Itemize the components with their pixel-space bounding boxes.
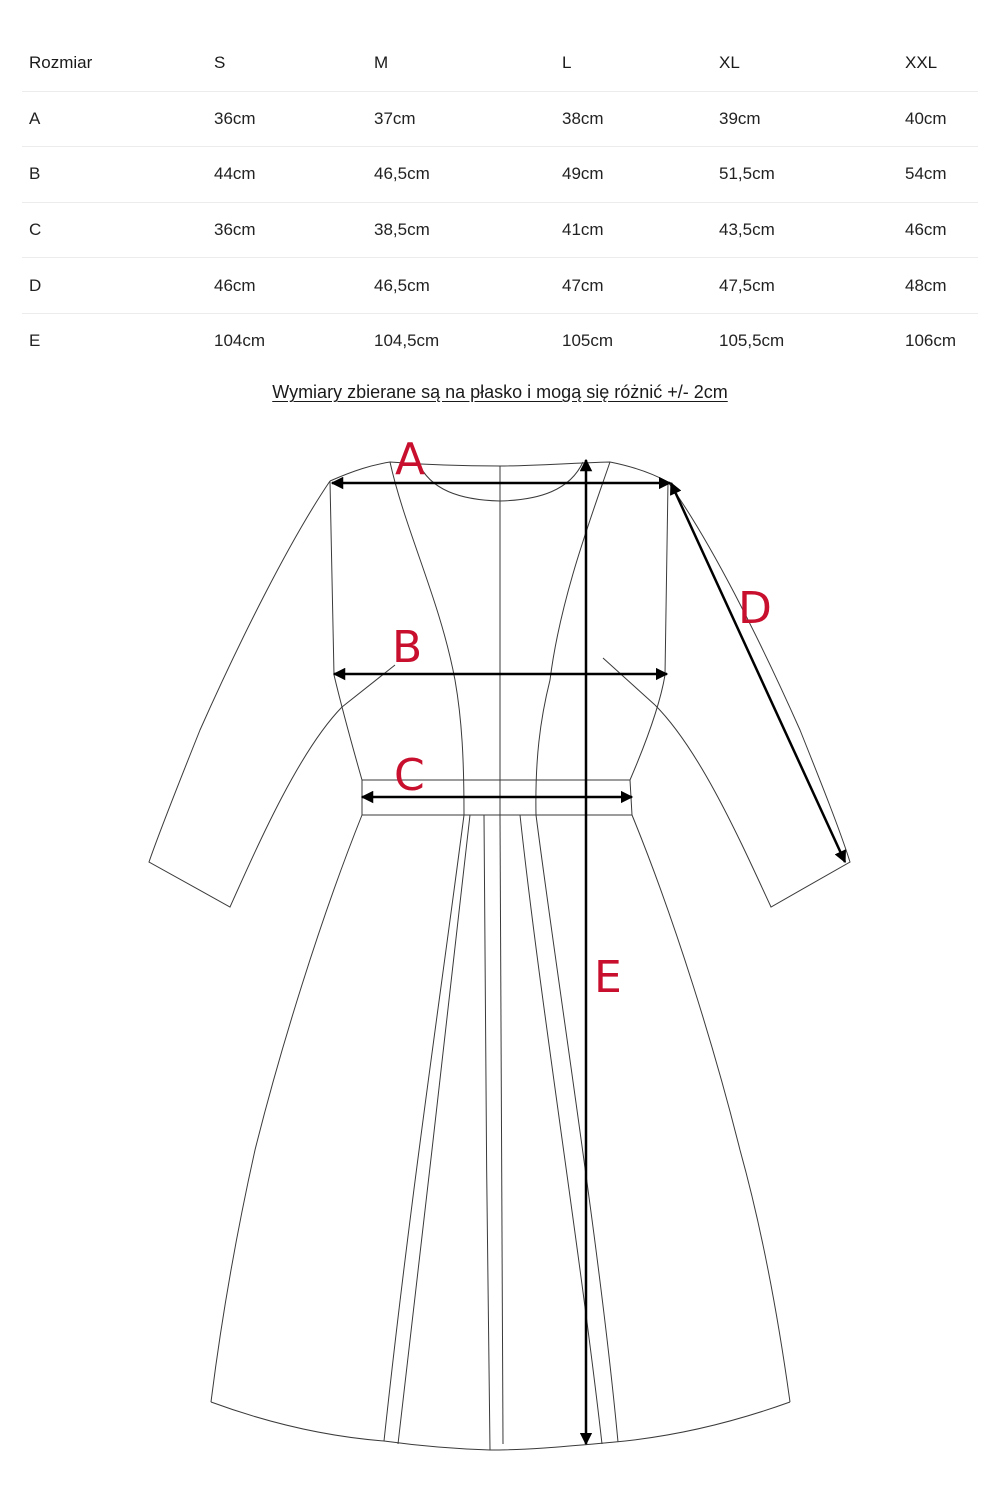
skirt-pleat: [536, 815, 618, 1442]
skirt-pleat: [484, 815, 490, 1450]
header-cell: Rozmiar: [29, 53, 93, 73]
skirt-pleat: [520, 815, 602, 1444]
skirt-hem: [211, 1402, 790, 1450]
table-cell: 104,5cm: [374, 331, 440, 351]
table-cell: 44cm: [214, 164, 256, 184]
header-cell: M: [374, 53, 389, 73]
bust-dart-left: [342, 665, 395, 707]
measurement-labels: [392, 434, 772, 1003]
table-cell: 48cm: [905, 275, 947, 295]
table-cell: 104cm: [214, 331, 266, 351]
table-cell: 38,5cm: [374, 220, 430, 240]
table-cell: 105cm: [562, 331, 614, 351]
table-cell: C: [29, 220, 42, 240]
table-cell: 46cm: [214, 275, 256, 295]
table-cell: 47cm: [562, 275, 604, 295]
table-cell: 106cm: [905, 331, 957, 351]
neckline: [330, 462, 668, 482]
measurement-label-d: D: [738, 583, 772, 634]
table-cell: 37cm: [374, 108, 416, 128]
table-cell: 41cm: [562, 220, 604, 240]
measurement-label-b: B: [392, 622, 423, 673]
table-cell: 46,5cm: [374, 275, 430, 295]
measurement-note-text: Wymiary zbierane są na płasko i mogą się różnić +/- 2cm: [272, 382, 728, 402]
table-cell: B: [29, 164, 41, 184]
bodice-left-side: [330, 481, 362, 780]
header-cell: XL: [719, 53, 740, 73]
measurement-label-e: E: [594, 952, 622, 1003]
table-cell: 46cm: [905, 220, 947, 240]
table-cell: A: [29, 108, 41, 128]
table-cell: 39cm: [719, 108, 761, 128]
sleeve-right: [655, 482, 850, 907]
bust-dart-right: [603, 658, 655, 705]
table-cell: 46,5cm: [374, 164, 430, 184]
header-cell: L: [562, 53, 572, 73]
sleeve-left: [149, 481, 342, 907]
table-cell: 54cm: [905, 164, 947, 184]
skirt-right-side: [632, 815, 790, 1402]
table-cell: 40cm: [905, 108, 947, 128]
table-cell: 36cm: [214, 108, 256, 128]
skirt-pleat: [384, 815, 464, 1441]
table-cell: 51,5cm: [719, 164, 775, 184]
table-cell: 49cm: [562, 164, 604, 184]
table-cell: E: [29, 331, 41, 351]
measurement-label-c: C: [394, 750, 425, 801]
skirt-pleat: [398, 815, 470, 1444]
table-cell: D: [29, 275, 42, 295]
header-cell: XXL: [905, 53, 938, 73]
header-cell: S: [214, 53, 226, 73]
skirt-pleat: [500, 815, 503, 1444]
measurement-label-a: A: [395, 434, 426, 485]
table-cell: 47,5cm: [719, 275, 775, 295]
table-cell: 36cm: [214, 220, 256, 240]
table-cell: 105,5cm: [719, 331, 785, 351]
skirt-left-side: [211, 815, 362, 1402]
princess-seam-right: [536, 462, 610, 815]
bodice-right-side: [630, 482, 668, 780]
table-cell: 43,5cm: [719, 220, 775, 240]
measurement-arrow-d: [671, 483, 845, 862]
table-cell: 38cm: [562, 108, 604, 128]
